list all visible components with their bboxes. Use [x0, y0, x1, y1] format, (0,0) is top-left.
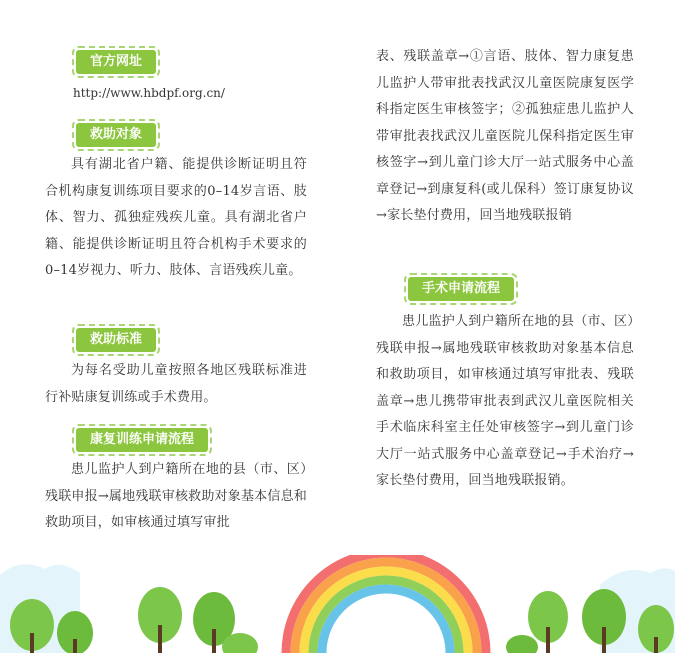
tree-icon — [57, 611, 93, 653]
standard-text: 为每名受助儿童按照各地区残联标准进行补贴康复训练或手术费用。 — [45, 363, 307, 405]
tree-icon — [138, 587, 182, 653]
surgery-text: 患儿监护人到户籍所在地的县（市、区）残联申报→属地残联审核救助对象基本信息和救助项目，如审核通过填写审批表、残联盖章→患儿携带审批表到武汉儿童医院相关手术临床科室主任处审核签字→到儿童门诊大厅一站式服务中心盖章登记→手术治疗→家长垫付费用，回当地残联报销。 — [376, 314, 634, 488]
tree-icon — [638, 605, 674, 653]
rainbow-icon — [286, 555, 486, 653]
website-url[interactable]: http://www.hbdpf.org.cn/ — [73, 86, 225, 100]
target-text: 具有湖北省户籍、能提供诊断证明且符合机构康复训练项目要求的0–14岁言语、肢体、智力、孤独症残疾儿童。具有湖北省户籍、能提供诊断证明且符合机构手术要求的0–14岁视力、听力、肢体、言语残疾儿童。 — [45, 157, 307, 278]
rehab-text-right: 表、残联盖章→①言语、肢体、智力康复患儿监护人带审批表找武汉儿童医院康复医学科指定医生审核签字；②孤独症患儿监护人带审批表找武汉儿童医院儿保科指定医生审核签字→到儿童门诊大厅一站式服务中心盖章登记→到康复科(或儿保科）签订康复协议→家长垫付费用，回当地残联报销 — [376, 49, 634, 223]
section-title-rehab: 康复训练申请流程 — [76, 428, 208, 452]
decorative-illustration — [0, 555, 675, 653]
section-title-standard: 救助标准 — [76, 328, 156, 352]
rehab-text-left: 患儿监护人到户籍所在地的县（市、区）残联申报→属地残联审核救助对象基本信息和救助项目，如审核通过填写审批 — [45, 462, 307, 530]
section-title-surgery: 手术申请流程 — [408, 277, 514, 301]
section-title-target: 救助对象 — [76, 123, 156, 147]
tree-icon — [506, 635, 538, 653]
section-title-website: 官方网址 — [76, 50, 156, 74]
